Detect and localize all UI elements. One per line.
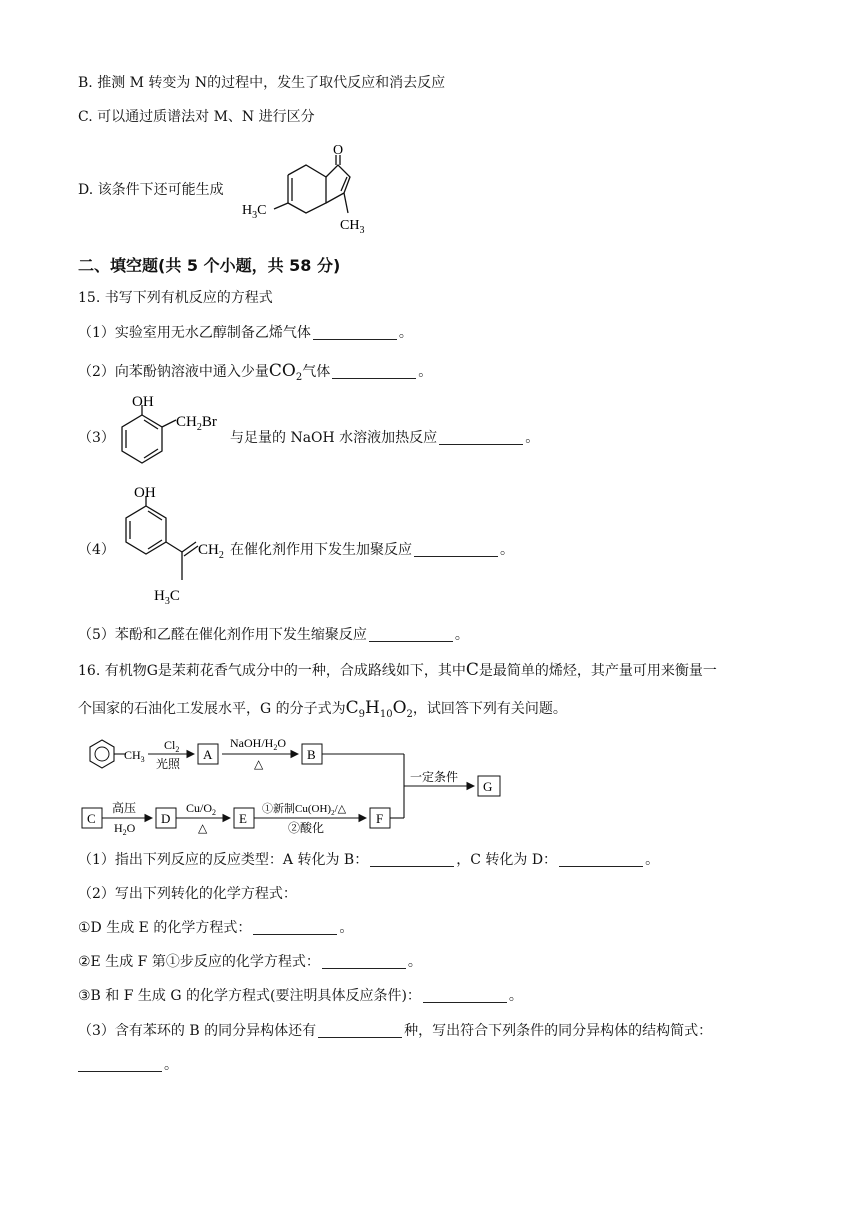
option-b: B. 推测 M 转变为 N的过程中，发生了取代反应和消去反应 bbox=[78, 75, 446, 91]
q16-intro-2: 个国家的石油化工发展水平，G 的分子式为$C_9H_{10}O_2$，试回答下列有关问题。 bbox=[78, 698, 567, 720]
box-c: C bbox=[87, 811, 96, 826]
step1-label: ①新制$Cu(OH)_2/\triangle$ bbox=[262, 803, 347, 817]
cuo2-label: $Cu/O_2$ bbox=[186, 801, 217, 817]
box-f: F bbox=[376, 811, 384, 826]
q15-part3-label: （3） bbox=[78, 430, 115, 446]
answer-blank[interactable] bbox=[313, 325, 397, 340]
q16-sub1: （1）指出下列反应的反应类型：A 转化为 B： ，C 转化为 D： 。 bbox=[78, 852, 660, 868]
answer-blank[interactable] bbox=[439, 430, 523, 445]
box-b: B bbox=[307, 747, 316, 762]
q16-sub2-3: ③B 和 F 生成 G 的化学方程式(要注明具体反应条件)： 。 bbox=[78, 988, 523, 1004]
answer-blank[interactable] bbox=[318, 1023, 402, 1038]
toluene-ch3: $CH_3$ bbox=[124, 748, 145, 764]
light-label: 光照 bbox=[156, 757, 181, 771]
bromomethylphenol-structure bbox=[106, 393, 232, 475]
oh-label: OH bbox=[132, 394, 154, 410]
option-d: D. 该条件下还可能生成 bbox=[78, 182, 224, 198]
q16-sub3-answer: 。 bbox=[78, 1055, 178, 1075]
answer-blank[interactable] bbox=[332, 364, 416, 379]
box-g: G bbox=[483, 779, 493, 794]
answer-blank[interactable] bbox=[322, 954, 406, 969]
box-e: E bbox=[239, 811, 247, 826]
naoh-label: NaOH/$H_2O$ bbox=[230, 736, 286, 752]
q15-part2: （2）向苯酚钠溶液中通入少量$CO_2$气体 。 bbox=[78, 361, 433, 383]
ch2br-label: $CH_2Br$ bbox=[176, 414, 217, 433]
q15-title: 15. 书写下列有机反应的方程式 bbox=[78, 290, 273, 306]
answer-blank[interactable] bbox=[369, 627, 453, 642]
delta-label: △ bbox=[198, 821, 208, 835]
answer-blank[interactable] bbox=[78, 1057, 162, 1072]
option-c: C. 可以通过质谱法对 M、N 进行区分 bbox=[78, 109, 315, 125]
answer-blank[interactable] bbox=[253, 920, 337, 935]
q15-part5: （5）苯酚和乙醛在催化剂作用下发生缩聚反应 。 bbox=[78, 627, 469, 643]
answer-blank[interactable] bbox=[370, 852, 454, 867]
answer-blank[interactable] bbox=[559, 852, 643, 867]
h2o-label: $H_2O$ bbox=[114, 821, 136, 836]
q16-sub3: （3）含有苯环的 B 的同分异构体还有 种，写出符合下列条件的同分异构体的结构简式： bbox=[78, 1023, 713, 1039]
oh-label: OH bbox=[134, 486, 156, 501]
q15-part4-label: （4） bbox=[78, 542, 115, 558]
high-pressure-label: 高压 bbox=[112, 801, 137, 815]
delta-label: △ bbox=[254, 757, 264, 771]
box-a: A bbox=[203, 747, 213, 762]
cl2-label: $Cl_2$ bbox=[164, 738, 180, 754]
q16-sub2-1: ①D 生成 E 的化学方程式： 。 bbox=[78, 920, 354, 936]
ch2-label: $CH_2$ bbox=[198, 542, 224, 561]
condition-label: 一定条件 bbox=[410, 770, 459, 784]
answer-blank[interactable] bbox=[414, 542, 498, 557]
synthesis-scheme bbox=[76, 732, 516, 836]
q15-part4-text: 在催化剂作用下发生加聚反应 。 bbox=[230, 542, 514, 558]
q16-sub2-2: ②E 生成 F 第①步反应的化学方程式： 。 bbox=[78, 954, 422, 970]
section-heading: 二、填空题(共 5 个小题，共 58 分) bbox=[78, 256, 341, 275]
isopropenylphenol-structure bbox=[106, 486, 232, 612]
box-d: D bbox=[161, 811, 171, 826]
h3c-label: $H_3C$ bbox=[154, 588, 180, 607]
ch3-label: $CH_3$ bbox=[340, 218, 365, 235]
q16-intro-1: 16. 有机物G是茉莉花香气成分中的一种，合成路线如下，其中C是最简单的烯烃，其产量可用来衡量一 bbox=[78, 660, 717, 680]
option-d-structure bbox=[236, 143, 376, 235]
q15-part3-text: 与足量的 NaOH 水溶液加热反应 。 bbox=[230, 430, 540, 446]
q16-sub2: （2）写出下列转化的化学方程式： bbox=[78, 886, 297, 902]
q15-part1: （1）实验室用无水乙醇制备乙烯气体 。 bbox=[78, 325, 413, 341]
h3c-label: $H_3C$ bbox=[242, 203, 267, 221]
oxygen-label: O bbox=[333, 143, 344, 158]
step2-label: ②酸化 bbox=[288, 821, 325, 835]
answer-blank[interactable] bbox=[423, 988, 507, 1003]
